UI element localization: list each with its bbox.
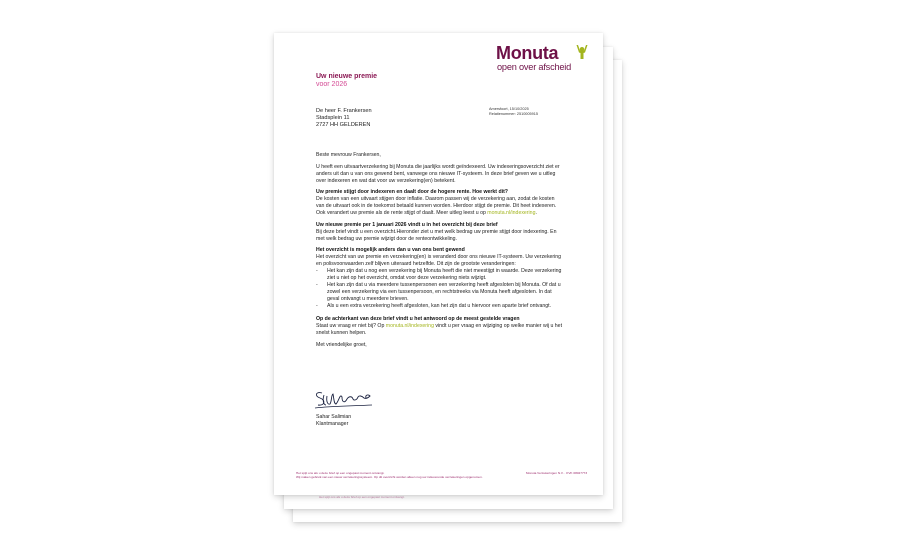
signature-icon: [312, 387, 376, 415]
salutation: Beste mevrouw Frankersen,: [316, 152, 381, 158]
place-date: Amersfoort, 15/10/2025: [489, 107, 529, 111]
monuta-logo: [496, 43, 592, 75]
section-paragraph: Het overzicht van uw premie en verzekering(en) is veranderd door ons nieuwe IT-systeem. Uw verzekering en polisvoorwaarden zelf blijven uiteraard hetzelfde. Dit zijn de grootste veranderingen:: [316, 254, 562, 268]
footer-note: Het spijt ons als u deze brief op een ongepast moment ontvangt. Wij maken gebruik van een nieuw verzekeringssysteem. Op dit overzicht worden alleen nog uw indexerende verzekeringen opgenomen.: [296, 471, 483, 480]
list-item: - Als u een extra verzekering heeft afgesloten, kan het zijn dat u hiervoor een aparte brief ontvangt.: [316, 303, 564, 310]
closing: Met vriendelijke groet,: [316, 341, 367, 348]
letter-title: Uw nieuwe premie: [316, 73, 378, 80]
section-heading: Het overzicht is mogelijk anders dan u van ons bent gewend: [316, 247, 465, 254]
recipient-street: Stadsplein 11: [316, 115, 350, 121]
letter-body: [316, 152, 564, 354]
recipient-city: 2727 HH GELDEREN: [316, 122, 371, 128]
signer-name: Sahar Salimian: [316, 414, 352, 420]
section-heading: Uw premie stijgt door indexeren en daalt door de hogere rente. Hoe werkt dit?: [316, 189, 508, 196]
section-heading: Uw nieuwe premie per 1 januari 2026 vindt u in het overzicht bij deze brief: [316, 221, 498, 228]
section-paragraph: Staat uw vraag er niet bij? Op monuta.nl/indexering vindt u per vraag en wijziging op welke manier wij u het snelst kunnen helpen.: [316, 323, 563, 337]
section-paragraph: De kosten van een uitvaart stijgen door inflatie. Daarom passen wij de verzekering aan, zodat de kosten van de uitvaart ook in de toekomst betaald kunnen worden. Hierdoor stijgt de premie. Dit heet indexeren. Ook verandert uw premie als de rente stijgt of daalt. Meer uitleg leest u op monuta.nl/indexering.: [316, 196, 557, 217]
indexering-link[interactable]: monuta.nl/indexering: [487, 210, 536, 217]
changes-list: [316, 268, 564, 310]
section-paragraph: Bij deze brief vindt u een overzicht.Hieronder ziet u met welk bedrag uw premie stijgt door indexering. En met welk bedrag uw premie wijzigt door de renteontwikkeling.: [316, 228, 557, 242]
footer-company: Monuta Verzekeringen N.V. · KVK 08027773: [526, 471, 588, 475]
relation-number: Relatienummer: 2510005915: [489, 112, 538, 117]
letter-subtitle: voor 2026: [316, 81, 348, 88]
list-item: - Het kan zijn dat u nog een verzekering bij Monuta heeft die niet meestijgt in waarde. Deze verzekering ziet u niet op het overzicht, omdat voor deze verzekering niets wijzigt.: [316, 268, 564, 282]
recipient-address: [316, 108, 372, 129]
signer: [316, 414, 351, 428]
signer-role: Klantmanager: [316, 421, 349, 427]
section-heading: Op de achterkant van deze brief vindt u het antwoord op de meest gestelde vragen: [316, 316, 520, 323]
logo-wordmark: Monuta: [496, 43, 559, 63]
logo-tagline: open over afscheid: [497, 62, 572, 72]
letter-page: [274, 33, 603, 495]
indexering-link[interactable]: monuta.nl/indexering: [385, 323, 434, 330]
back-page-footer: Het spijt ons als u deze brief op een ongepast moment ontvangt.: [319, 495, 405, 499]
letter-meta: [489, 107, 538, 117]
list-item: - Het kan zijn dat u via meerdere tussenpersonen een verzekering heeft afgesloten bij Monuta. Of dat u zowel een verzekering via een tussenpersoon, en rechtstreeks via Monuta heeft afgesloten. In dat geval ontvangt u meerdere brieven.: [316, 282, 564, 303]
intro-paragraph: U heeft een uitvaartverzekering bij Monuta die jaarlijks wordt geïndexeerd. Uw indexeringsoverzicht ziet er anders uit dan u van ons gewend bent, vanwege ons nieuwe IT-systeem. In deze brief geven we u uitleg over indexeren en wat dat voor uw verzekering(en) betekent.: [316, 163, 560, 184]
recipient-name: De heer F. Frankersen: [316, 108, 372, 114]
person-raising-arms-icon: [575, 44, 589, 60]
